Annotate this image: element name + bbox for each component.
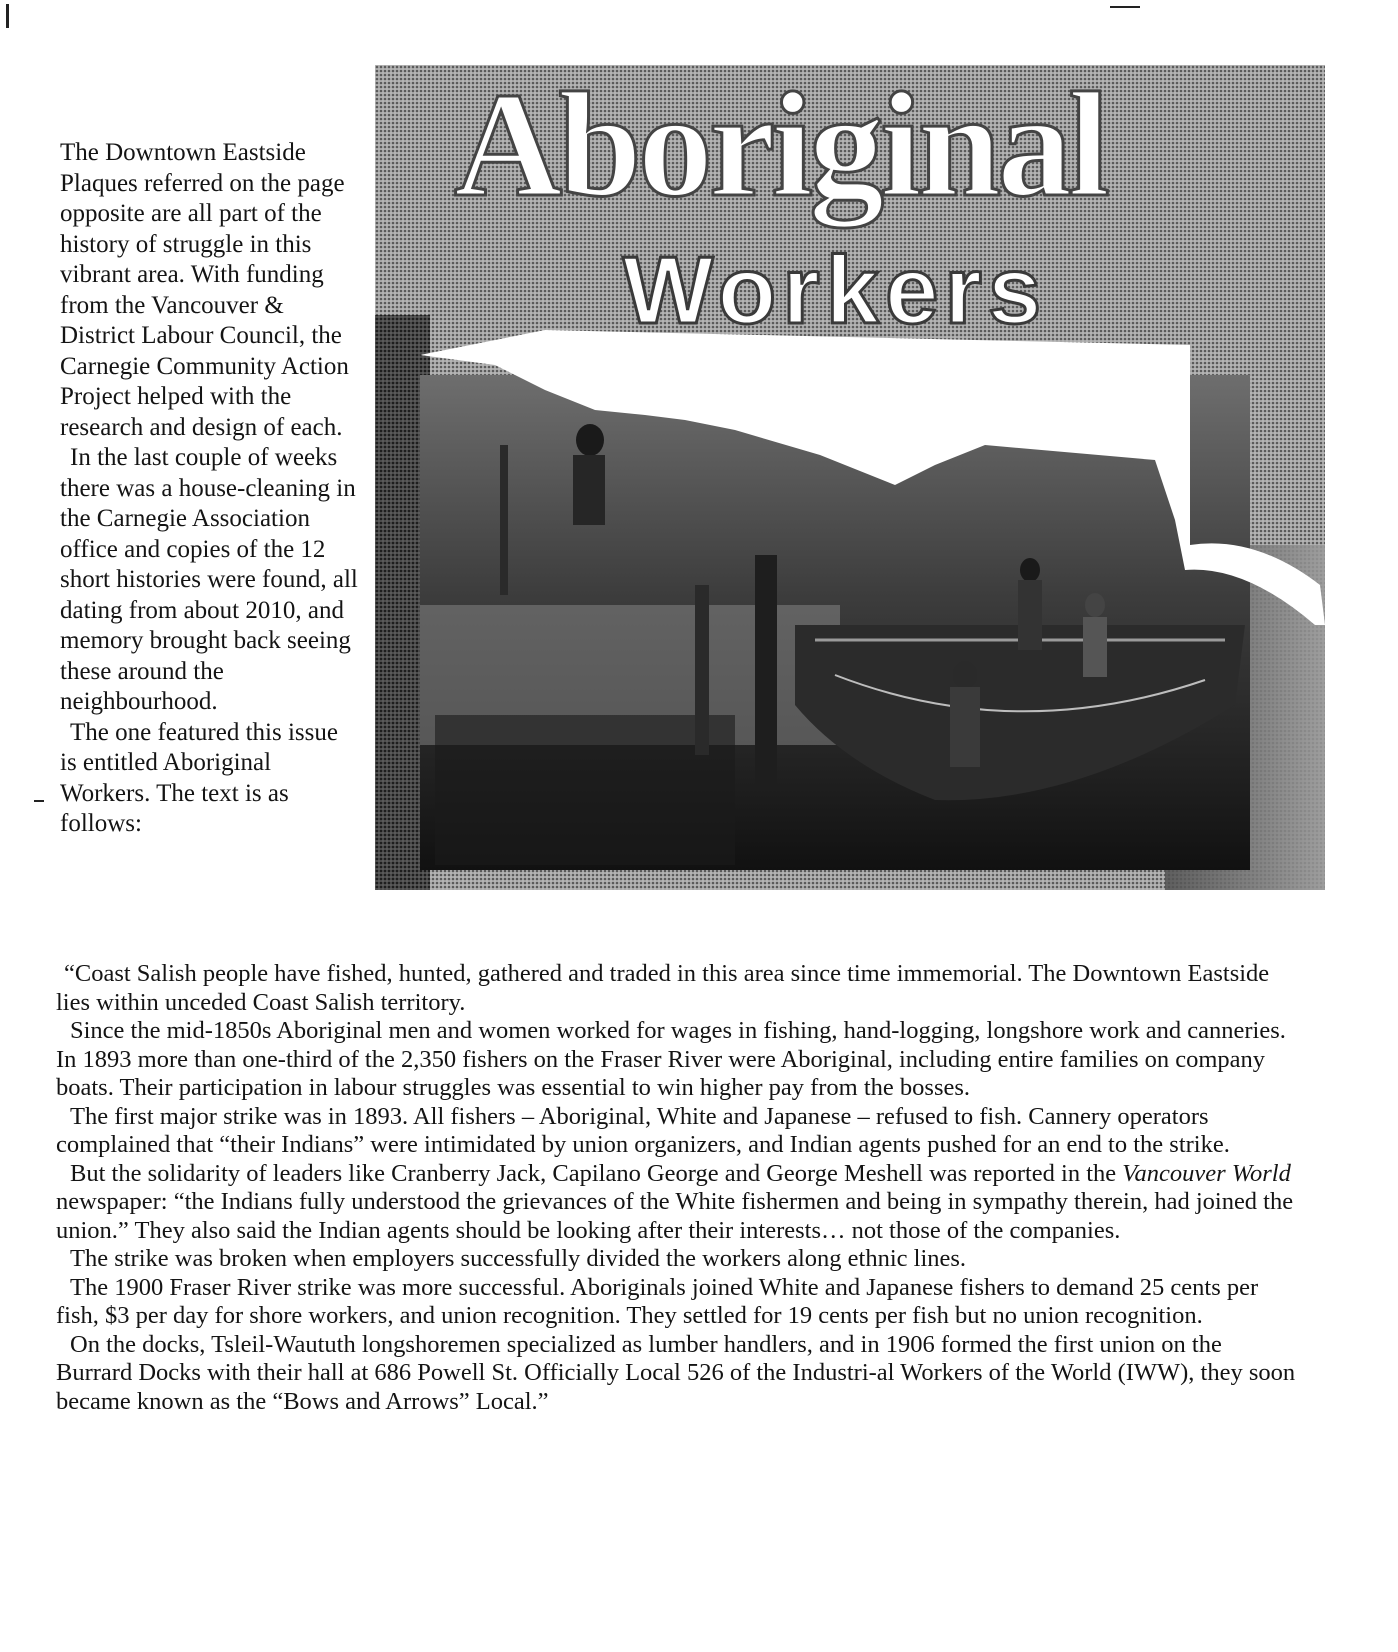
body-paragraph: Since the mid-1850s Aboriginal men and women worked for wages in fishing, hand-logging, longshore work and canneries. In 1893 more than one-third of the 2,350 fishers on the Fraser River were Aboriginal, including entire families on company boats. Their participation in labour struggles was essential to win higher pay from the bosses. <box>56 1017 1286 1101</box>
body-paragraph: The 1900 Fraser River strike was more successful. Aboriginals joined White and Japanese fishers to demand 25 cents per fish, $3 per day for shore workers, and union recognition. They settled for 19 cents per fish but no union recognition. <box>56 1273 1259 1329</box>
intro-paragraph: The Downtown Eastside Plaques referred on the page opposite are all part of the history of struggle in this vibrant area. With funding from the Vancouver & District Labour Council, the Carnegie Community Action Project helped with the research and design of each. <box>60 139 349 441</box>
scan-top-mark <box>1110 6 1140 8</box>
body-text-span: newspaper: “the Indians fully understood the grievances of the White fishermen and being in sympathy therein, had joined the union.” They also said the Indian agents should be looking after their interests… not those of the companies. <box>56 1188 1294 1244</box>
intro-column <box>60 138 360 840</box>
scan-edge-mark <box>6 4 9 28</box>
intro-paragraph: The one featured this issue is entitled Aboriginal Workers. The text is as follows: <box>60 718 338 837</box>
body-paragraph: “Coast Salish people have fished, hunted, gathered and traded in this area since time immemorial. The Downtown Eastside lies within unceded Coast Salish territory. <box>56 960 1270 1016</box>
poster-title: Aboriginal <box>454 65 1106 228</box>
plaque-text <box>56 960 1296 1416</box>
body-paragraph <box>56 1160 1296 1246</box>
plaque-poster <box>375 65 1325 890</box>
body-paragraph: On the docks, Tsleil-Waututh longshoremen specialized as lumber handlers, and in 1906 formed the first union on the Burrard Docks with their hall at 686 Powell St. Officially Local 526 of the Industri-al Workers of the World (IWW), they soon became known as the “Bows and Arrows” Local.” <box>56 1330 1296 1415</box>
body-paragraph: The strike was broken when employers successfully divided the workers along ethnic lines. <box>70 1245 967 1272</box>
body-text-span: But the solidarity of leaders like Cranberry Jack, Capilano George and George Meshell was reported in the <box>70 1159 1123 1187</box>
intro-paragraph: In the last couple of weeks there was a house-cleaning in the Carnegie Association office and copies of the 12 short histories were found, all dating from about 2010, and memory brought back seeing these around the neighbourhood. <box>60 444 358 715</box>
scan-dash-mark <box>34 800 44 802</box>
poster-graphic <box>375 65 1325 890</box>
body-paragraph: The first major strike was in 1893. All fishers – Aboriginal, White and Japanese – refused to fish. Cannery operators complained that “their Indians” were intimidated by union organizers, and Indian agents pushed for an end to the strike. <box>56 1102 1230 1158</box>
newspaper-title: Vancouver World <box>1122 1159 1291 1187</box>
poster-subtitle: Workers <box>622 237 1048 344</box>
